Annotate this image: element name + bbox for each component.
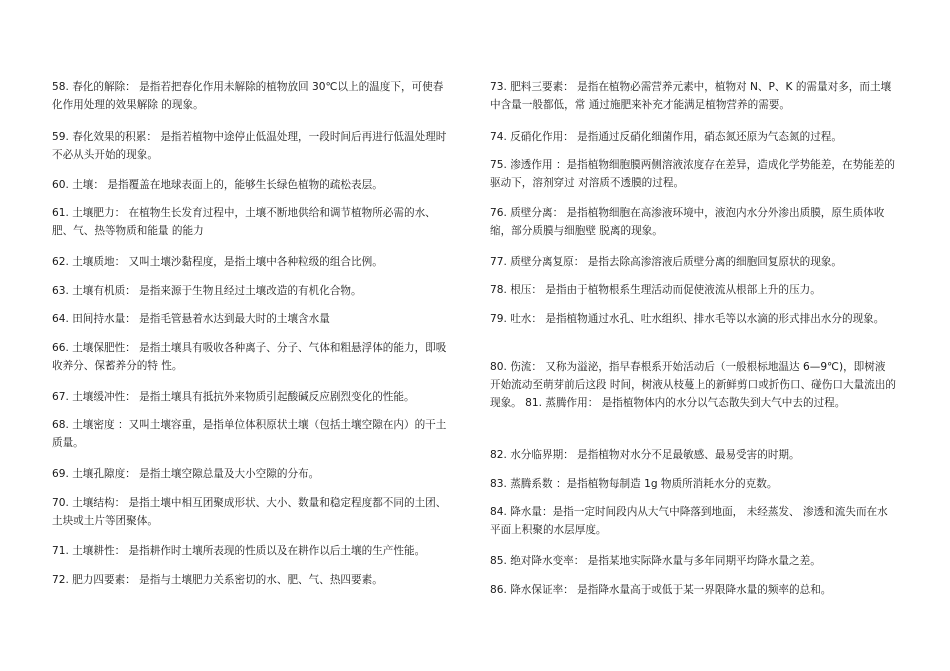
definition-entry: 58. 春化的解除： 是指若把春化作用未解除的植物放回 30℃以上的温度下，可使春化作用处理的效果解除 的现象。 xyxy=(52,80,444,111)
definition-entry: 83. 蒸腾系数 ：是指植物每制造 1g 物质所消耗水分的克数。 xyxy=(490,477,778,490)
definition-entry: 64. 田间持水量： 是指毛管悬着水达到最大时的土壤含水量 xyxy=(52,312,330,325)
definition-entry: 62. 土壤质地： 又叫土壤沙黏程度，是指土壤中各种粒级的组合比例。 xyxy=(52,255,383,268)
definition-entry: 68. 土壤密度 ：又叫土壤容重，是指单位体积原状土壤（包括土壤空隙在内）的干土质量。 xyxy=(52,418,447,449)
definition-entry: 77. 质壁分离复原： 是指去除高渗溶液后质壁分离的细胞回复原状的现象。 xyxy=(490,255,842,268)
definition-entry: 80. 伤流： 又称为溢泌，指早春根系开始活动后（一般根标地温达 6—9℃)，即树液开始流动至萌芽前后这段 时间，树液从枝蔓上的新鲜剪口或折伤口、碰伤口大量流出的现象。 81. 蒸腾作用： 是指植物体内的水分以气态散失到大气中去的过程。 xyxy=(490,360,896,409)
definition-entry: 78. 根压： 是指由于植物根系生理活动而促使液流从根部上升的压力。 xyxy=(490,283,821,296)
definition-entry: 86. 降水保证率： 是指降水量高于或低于某一界限降水量的频率的总和。 xyxy=(490,583,832,596)
definition-entry: 75. 渗透作用 ：是指植物细胞膜两侧溶液浓度存在差异，造成化学势能差，在势能差的驱动下，溶剂穿过 对溶质不透膜的过程。 xyxy=(490,158,895,189)
definition-entry: 66. 土壤保肥性： 是指土壤具有吸收各种离子、分子、气体和粗悬浮体的能力，即吸收养分、保蓄养分的特 性。 xyxy=(52,341,447,372)
definition-entry: 74. 反硝化作用： 是指通过反硝化细菌作用，硝态氮还原为气态氮的过程。 xyxy=(490,130,842,143)
definition-entry: 79. 吐水： 是指植物通过水孔、吐水组织、排水毛等以水滴的形式排出水分的现象。 xyxy=(490,312,885,325)
definition-entry: 72. 肥力四要素： 是指与土壤肥力关系密切的水、肥、气、热四要素。 xyxy=(52,573,383,586)
definition-entry: 84. 降水量：是指一定时间段内从大气中降落到地面， 未经蒸发、 渗透和流失而在水平面上积聚的水层厚度。 xyxy=(490,505,888,536)
definition-entry: 67. 土壤缓冲性： 是指土壤具有抵抗外来物质引起酸碱反应剧烈变化的性能。 xyxy=(52,390,415,403)
definition-entry: 59. 春化效果的积累： 是指若植物中途停止低温处理，一段时间后再进行低温处理时不必从头开始的现象。 xyxy=(52,130,447,161)
definition-entry: 69. 土壤孔隙度： 是指土壤空隙总量及大小空隙的分布。 xyxy=(52,467,320,480)
definition-entry: 76. 质壁分离： 是指植物细胞在高渗液环境中，液泡内水分外渗出质膜，原生质体收缩，部分质膜与细胞壁 脱离的现象。 xyxy=(490,206,885,237)
definition-entry: 71. 土壤耕性： 是指耕作时土壤所表现的性质以及在耕作以后土壤的生产性能。 xyxy=(52,544,426,557)
definition-entry: 60. 土壤： 是指覆盖在地球表面上的，能够生长绿色植物的疏松表层。 xyxy=(52,178,383,191)
definition-entry: 73. 肥料三要素： 是指在植物必需营养元素中，植物对 N、P、K 的需量对多，而土壤中含量一般都低，常 通过施肥来补充才能满足植物营养的需要。 xyxy=(490,80,892,111)
definition-entry: 63. 土壤有机质： 是指来源于生物且经过土壤改造的有机化合物。 xyxy=(52,284,362,297)
definition-entry: 82. 水分临界期： 是指植物对水分不足最敏感、最易受害的时期。 xyxy=(490,448,800,461)
definition-entry: 61. 土壤肥力： 在植物生长发育过程中，土壤不断地供给和调节植物所必需的水、肥、气、热等物质和能量 的能力 xyxy=(52,206,436,237)
definition-entry: 70. 土壤结构： 是指土壤中相互团聚成形状、大小、数量和稳定程度都不同的土团、土块或土片等团聚体。 xyxy=(52,496,447,527)
definition-entry: 85. 绝对降水变率： 是指某地实际降水量与多年同期平均降水量之差。 xyxy=(490,554,821,567)
